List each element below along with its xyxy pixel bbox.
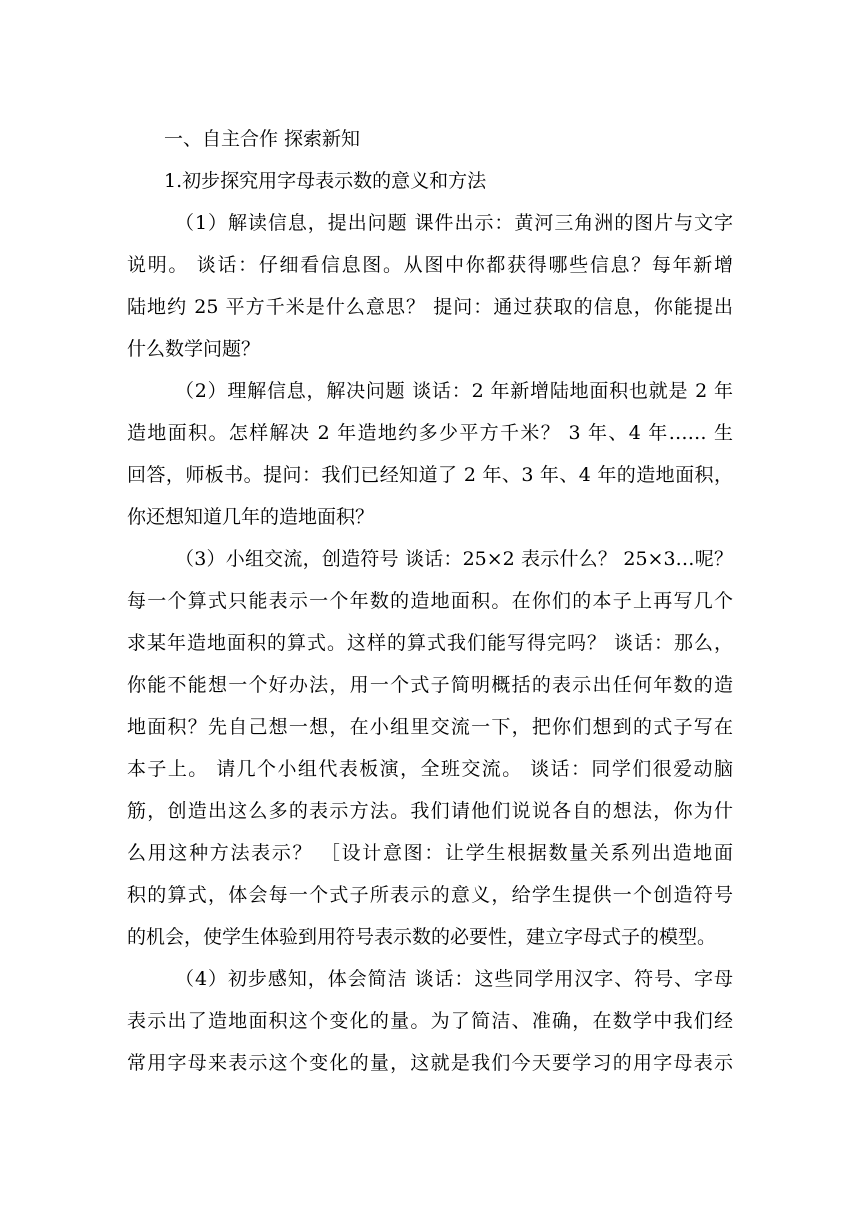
paragraph-4 [127,958,733,1084]
paragraph-line: 筋，创造出这么多的表示方法。我们请他们说说各自的想法，你为什 [127,800,733,822]
paragraph-line: 本子上。 请几个小组代表板演，全班交流。 谈话：同学们很爱动脑 [127,758,733,780]
paragraph-1 [127,202,733,370]
paragraph-line: 你还想知道几年的造地面积？ [127,506,375,528]
paragraph-3 [127,538,733,958]
paragraph-line: 表示出了造地面积这个变化的量。为了简洁、准确，在数学中我们经 [127,1010,733,1032]
paragraph-line: （4）初步感知，体会简洁 谈话：这些同学用汉字、符号、字母 [175,968,733,990]
paragraph-line: 陆地约 25 平方千米是什么意思？ 提问：通过获取的信息，你能提出 [127,296,733,318]
paragraph-line: 积的算式，体会每一个式子所表示的意义，给学生提供一个创造符号 [127,884,733,906]
document-body [127,118,733,1084]
paragraph-line: 每一个算式只能表示一个年数的造地面积。在你们的本子上再写几个 [127,590,733,612]
paragraph-line: 什么数学问题？ [127,338,261,360]
paragraph-line: 回答，师板书。提问：我们已经知道了 2 年、3 年、4 年的造地面积， [127,464,733,486]
paragraph-line: 造地面积。怎样解决 2 年造地约多少平方千米？ 3 年、4 年…… 生 [127,422,733,444]
paragraph-line: 的机会，使学生体验到用符号表示数的必要性，建立字母式子的模型。 [127,926,717,948]
paragraph-line: 么用这种方法表示？ ［设计意图：让学生根据数量关系列出造地面 [127,842,733,864]
paragraph-line: 你能不能想一个好办法，用一个式子简明概括的表示出任何年数的造 [127,674,733,696]
paragraph-line: 求某年造地面积的算式。这样的算式我们能写得完吗？ 谈话：那么， [127,632,733,654]
paragraph-line: （3）小组交流，创造符号 谈话：25×2 表示什么？ 25×3…呢？ [175,548,733,570]
paragraph-line: （2）理解信息，解决问题 谈话：2 年新增陆地面积也就是 2 年 [175,380,733,402]
paragraph-line: （1）解读信息，提出问题 课件出示：黄河三角洲的图片与文字 [175,212,733,234]
paragraph-line: 常用字母来表示这个变化的量，这就是我们今天要学习的用字母表示 [127,1052,733,1074]
paragraph-line: 地面积？先自己想一想，在小组里交流一下，把你们想到的式子写在 [127,716,733,738]
paragraph-line: 说明。 谈话：仔细看信息图。从图中你都获得哪些信息？每年新增 [127,254,733,276]
subsection-heading: 1.初步探究用字母表示数的意义和方法 [164,170,487,192]
section-heading: 一、自主合作 探索新知 [164,128,361,150]
paragraph-2 [127,370,733,538]
